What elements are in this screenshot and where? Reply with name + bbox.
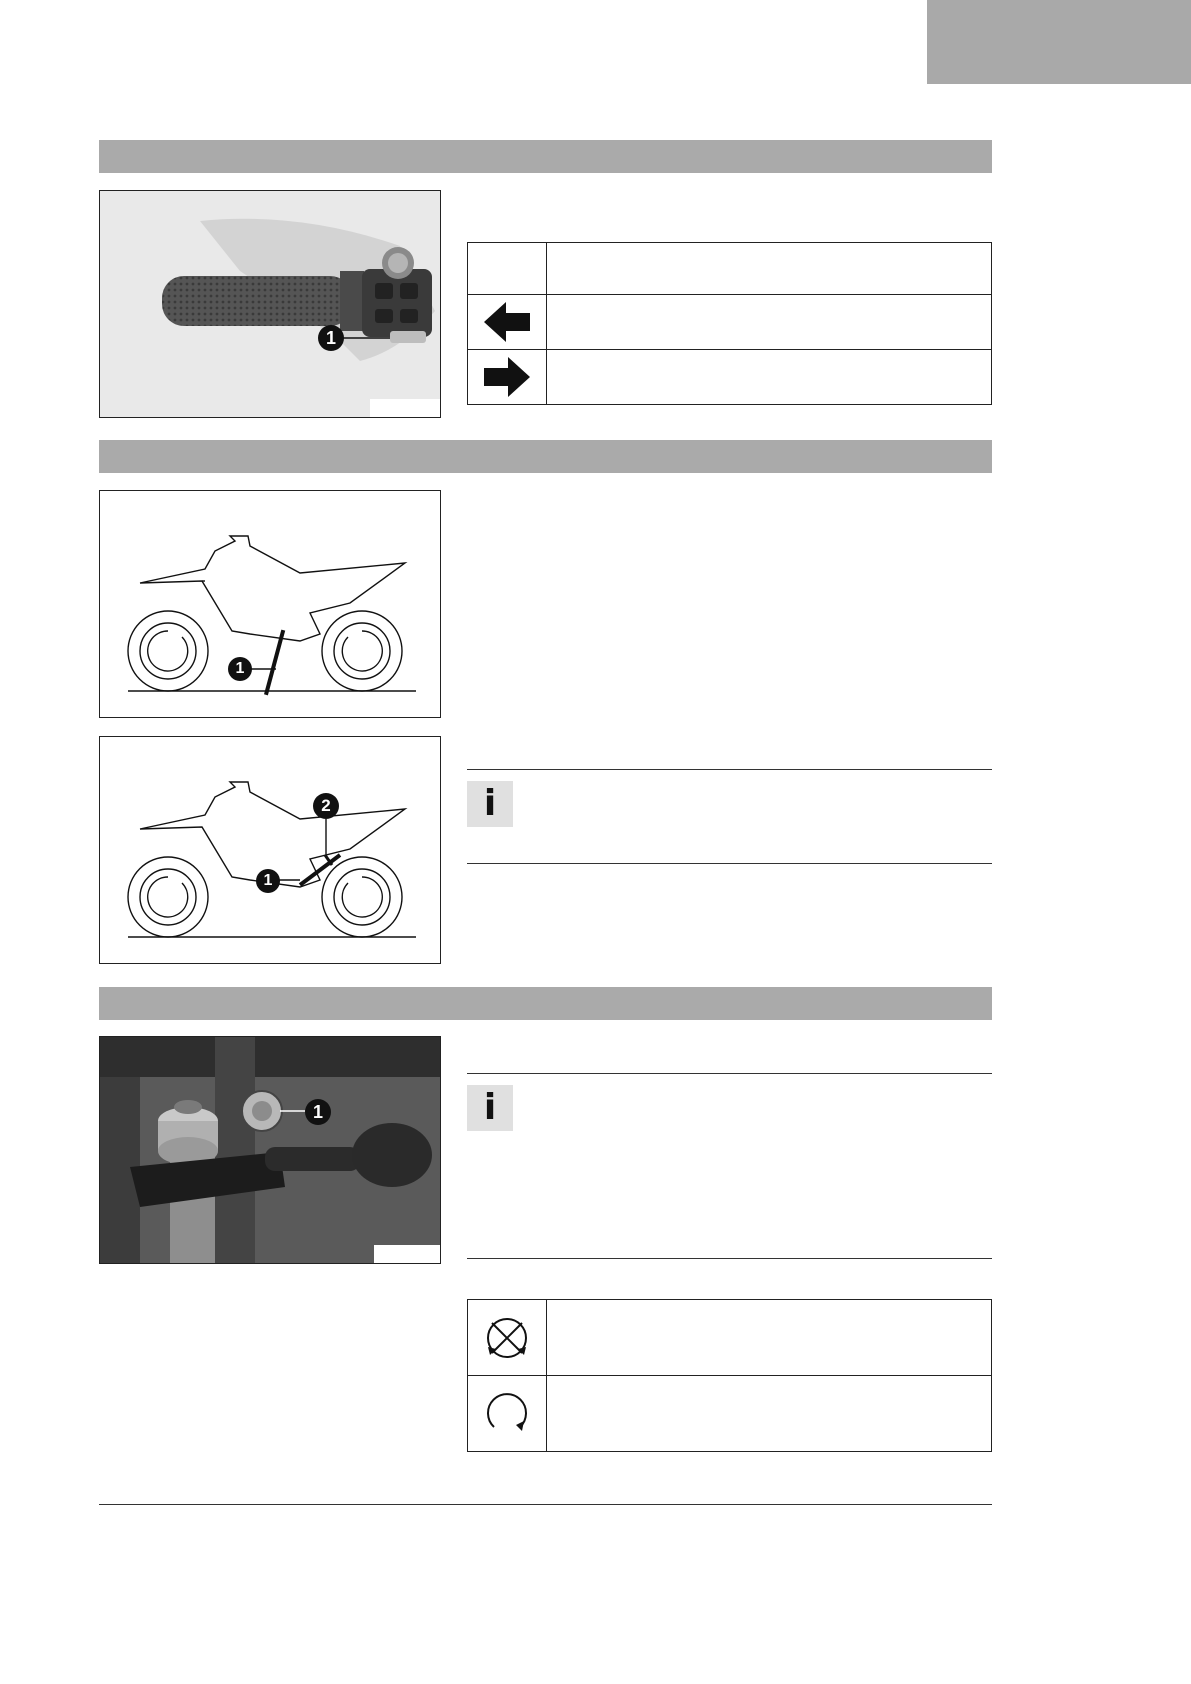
section-header-1: [99, 140, 992, 173]
table-row: [468, 350, 992, 405]
table-cell-text: [547, 1376, 992, 1452]
indicator-switch: [390, 331, 426, 343]
side-stand: [266, 630, 283, 695]
side-stand-down-diagram: [99, 490, 441, 718]
callout-1: 1: [228, 657, 252, 681]
counterclockwise-crossed-icon: [468, 1300, 547, 1376]
note-rule-top: [467, 1073, 992, 1074]
blank-icon-cell: [468, 243, 547, 295]
info-icon: i: [467, 1085, 513, 1131]
chapter-tab-marker: [927, 0, 1191, 84]
handlebar-switch-photo: [99, 190, 441, 418]
note-rule-top: [467, 769, 992, 770]
callout-1: 1: [305, 1099, 331, 1125]
direction-symbol-table: [467, 242, 992, 405]
table-cell-text: [547, 295, 992, 350]
table-row: [468, 1376, 992, 1452]
section-header-3: [99, 987, 992, 1020]
arrow-right-icon: [468, 350, 547, 405]
callout-2: 2: [313, 793, 339, 819]
callout-1: 1: [256, 869, 280, 893]
table-row: [468, 295, 992, 350]
figure-label-blank: [374, 1245, 440, 1263]
arrow-left-icon: [468, 295, 547, 350]
table-cell-text: [547, 243, 992, 295]
note-rule-bottom: [467, 863, 992, 864]
table-cell-text: [547, 350, 992, 405]
table-row: [468, 1300, 992, 1376]
adjustment-symbol-table: [467, 1299, 992, 1452]
switch-housing: [362, 269, 432, 337]
clockwise-turn-icon: [468, 1376, 547, 1452]
info-icon: i: [467, 781, 513, 827]
note-rule-bottom: [467, 1258, 992, 1259]
footer-rule: [99, 1504, 992, 1505]
callout-1: 1: [318, 325, 344, 351]
side-stand-up-diagram: [99, 736, 441, 964]
table-cell-text: [547, 1300, 992, 1376]
table-row: [468, 243, 992, 295]
grip: [162, 276, 352, 326]
rubber-knob: [352, 1123, 432, 1187]
figure-label-blank: [370, 399, 440, 417]
steering-adjuster-photo: [99, 1036, 441, 1264]
section-header-2: [99, 440, 992, 473]
